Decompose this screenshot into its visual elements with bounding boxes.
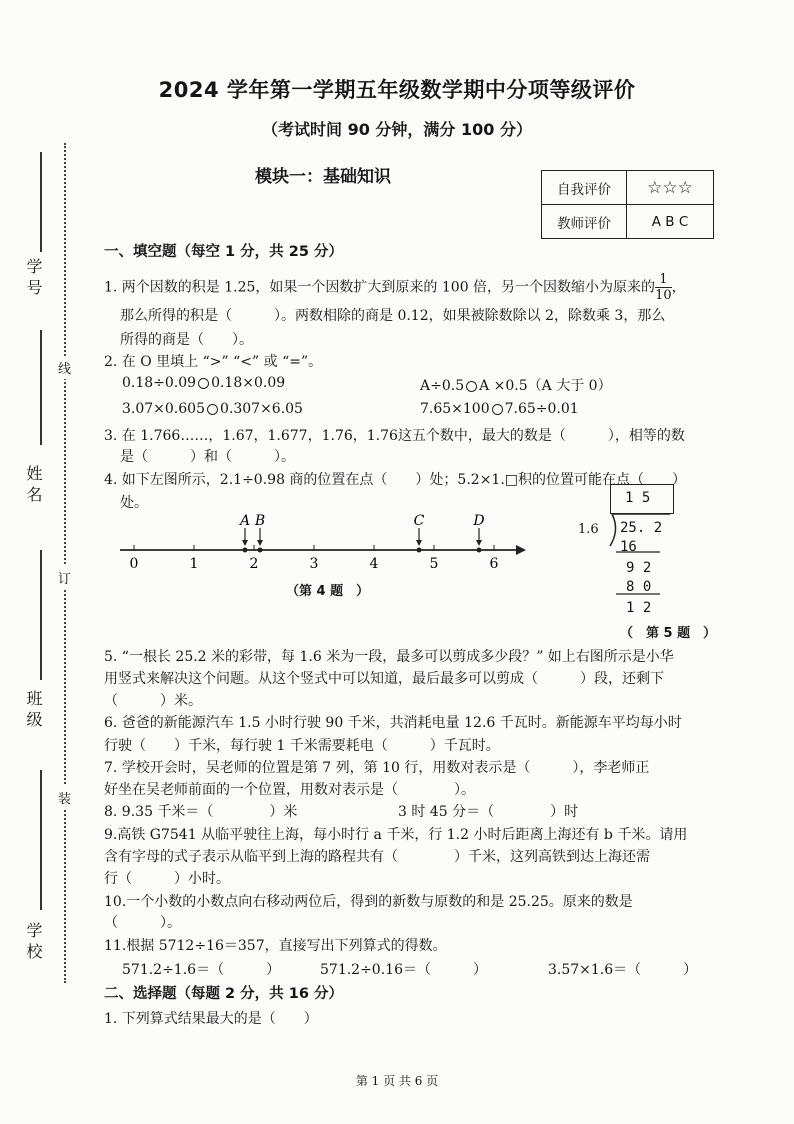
q5-line1: 5. “一根长 25.2 米的彩带，每 1.6 米为一段，最多可以剪成多少段？” 如上右图所示是小华 — [104, 649, 674, 665]
number-line-tick-label: 1 — [189, 556, 199, 572]
q2-d-left: 7.65×100 — [420, 401, 490, 417]
xuexiao-line[interactable] — [40, 770, 42, 910]
q11-c: 3.57×1.6＝（ ） — [548, 962, 698, 978]
section1-heading: 一、填空题（每空 1 分，共 25 分） — [104, 244, 343, 260]
ld-step2: 9 2 — [626, 560, 652, 576]
q1-fraction-den: 10 — [655, 288, 672, 303]
q10-line2: （ ）。 — [104, 915, 181, 931]
exam-info: （考试时间 90 分钟，满分 100 分） — [262, 120, 532, 139]
q2-b-right: A ×0.5（A 大于 0） — [479, 378, 612, 394]
q2-c-circle[interactable] — [207, 404, 218, 415]
q2-a-circle[interactable] — [198, 378, 209, 389]
binding-xian: 线 — [58, 356, 71, 379]
q2-item-c — [122, 401, 303, 417]
q5-caption: （ 第 5 题 ） — [620, 626, 717, 641]
banji-label: 班 级 — [24, 690, 43, 728]
page-footer: 第 1 页 共 6 页 — [355, 1074, 439, 1088]
xuexiao-label: 学 校 — [24, 922, 43, 960]
q7-line2: 好坐在吴老师前面的一个位置，用数对表示是（ ）。 — [104, 782, 475, 798]
q4-caption: （第 4 题 ） — [286, 584, 370, 599]
binding-zhuang: 装 — [58, 786, 71, 809]
division-bracket-curve — [610, 514, 616, 546]
banji-line[interactable] — [40, 550, 42, 680]
q2-d-circle[interactable] — [492, 404, 503, 415]
number-line-arrow — [516, 545, 526, 555]
q1-tail: ， — [671, 279, 686, 296]
number-line-figure — [118, 512, 538, 572]
q9-line2: 含有字母的式子表示从临平到上海的路程共有（ ）千米，这列高铁到达上海还需 — [104, 849, 650, 865]
teacher-eval-label: 教师评价 — [542, 205, 627, 239]
number-line-tick-label: 5 — [429, 556, 439, 572]
xingming-label: 姓 名 — [24, 465, 43, 503]
number-line-point — [258, 548, 263, 553]
number-line-point-label: D — [473, 513, 485, 529]
q4-line2: 处。 — [120, 495, 148, 511]
q9-line1: 9.高铁 G7541 从临平驶往上海，每小时行 a 千米，行 1.2 小时后距离上海还有 b 千米。请用 — [104, 827, 688, 843]
evaluation-table — [541, 170, 714, 239]
q11-a: 571.2÷1.6＝（ ） — [122, 962, 281, 978]
q1-line3: 所得的商是（ ）。 — [120, 332, 253, 348]
ld-step1: 16 — [620, 539, 637, 555]
q2-a-right: 0.18×0.09 — [211, 375, 286, 391]
q2-c-right: 0.307×6.05 — [219, 401, 303, 417]
q1-text-a: 1. 两个因数的积是 1.25，如果一个因数扩大到原来的 100 倍，另一个因数缩小为原来的 — [104, 279, 656, 296]
q4-line1: 4. 如下左图所示，2.1÷0.98 商的位置在点（ ）处；5.2×1.□积的位置可能在点（ ） — [104, 472, 687, 488]
q7-line1: 7. 学校开会时，吴老师的位置是第 7 列，第 10 行，用数对表示是（ ），李老师正 — [104, 760, 650, 776]
number-line-point — [243, 548, 248, 553]
q6-line1: 6. 爸爸的新能源汽车 1.5 小时行驶 90 千米，共消耗电量 12.6 千瓦时。新能源车平均每小时 — [104, 715, 682, 731]
q2-b-left: A÷0.5 — [420, 378, 465, 394]
number-line-point-label: B — [254, 513, 266, 529]
q3-line1: 3. 在 1.766……，1.67̇，1.677，1.7̇6̇，1.76这五个数中，最大的数是（ ），相等的数 — [104, 428, 685, 444]
q5-line3: （ ）米。 — [104, 693, 202, 709]
q5-line2: 用竖式来解决这个问题。从这个竖式中可以知道，最后最多可以剪成（ ）段，还剩下 — [104, 671, 664, 687]
number-line-point-arrowhead — [476, 540, 482, 546]
ld-divisor: 1.6 — [578, 522, 599, 537]
q1-line1 — [104, 272, 686, 303]
number-line-tick-label: 2 — [249, 556, 259, 572]
number-line-point-label: C — [413, 513, 425, 529]
section2-heading: 二、选择题（每题 2 分，共 16 分） — [104, 986, 343, 1002]
q8-a: 8. 9.35 千米＝（ ）米 — [104, 804, 298, 820]
binding-ding: 订 — [58, 566, 71, 589]
q2-item-d — [420, 401, 579, 417]
q9-line3: 行（ ）小时。 — [104, 871, 230, 887]
number-line-tick-label: 6 — [489, 556, 499, 572]
binding-dotted-line — [64, 143, 66, 983]
q1-fraction-num: 1 — [655, 272, 672, 288]
q2-b-circle[interactable] — [466, 381, 477, 392]
number-line-point — [477, 548, 482, 553]
xingming-line[interactable] — [40, 330, 42, 445]
q1-fraction — [655, 272, 672, 303]
q2-item-b — [420, 375, 612, 395]
q2-c-left: 3.07×0.605 — [122, 401, 205, 417]
xuehao-line[interactable] — [40, 152, 42, 252]
number-line-point — [417, 548, 422, 553]
self-eval-stars[interactable]: ☆☆☆ — [627, 171, 714, 205]
xuehao-label: 学 号 — [24, 258, 43, 296]
q2-item-a — [122, 375, 285, 391]
page-title: 2024 学年第一学期五年级数学期中分项等级评价 — [158, 78, 636, 102]
q8-b: 3 时 45 分＝（ ）时 — [398, 804, 579, 820]
q6-line2: 行驶（ ）千米，每行驶 1 千米需要耗电（ ）千瓦时。 — [104, 738, 500, 754]
teacher-eval-grades[interactable]: A B C — [627, 205, 714, 239]
number-line-point-arrowhead — [242, 540, 248, 546]
q2-a-left: 0.18÷0.09 — [122, 375, 197, 391]
number-line-point-arrowhead — [257, 540, 263, 546]
q10-line1: 10.一个小数的小数点向右移动两位后，得到的新数与原数的和是 25.25。原来的数是 — [104, 894, 633, 910]
module-title: 模块一：基础知识 — [255, 167, 391, 187]
ld-remainder: 1 2 — [626, 600, 652, 616]
q3-line2: 是（ ）和（ ）。 — [120, 449, 295, 465]
number-line-point-arrowhead — [416, 540, 422, 546]
number-line-tick-label: 3 — [309, 556, 319, 572]
q2-heading: 2. 在 O 里填上 “>” “<” 或 “=”。 — [104, 354, 323, 370]
q2-d-right: 7.65÷0.01 — [504, 401, 579, 417]
s2-q1: 1. 下列算式结果最大的是（ ） — [104, 1011, 318, 1027]
q1-line2: 那么所得的积是（ ）。两数相除的商是 0.12，如果被除数除以 2，除数乘 3，那么 — [120, 308, 666, 324]
number-line-tick-label: 0 — [129, 556, 139, 572]
q11-heading: 11.根据 5712÷16＝357，直接写出下列算式的得数。 — [104, 938, 447, 954]
number-line-point-label: A — [239, 513, 251, 529]
number-line-tick-label: 4 — [369, 556, 379, 572]
self-eval-label: 自我评价 — [542, 171, 627, 205]
ld-dividend: 25. 2 — [620, 520, 663, 536]
ld-quotient: 1 5 — [625, 490, 651, 506]
q11-b: 571.2÷0.16＝（ ） — [320, 962, 487, 978]
ld-step3: 8 0 — [626, 579, 652, 595]
